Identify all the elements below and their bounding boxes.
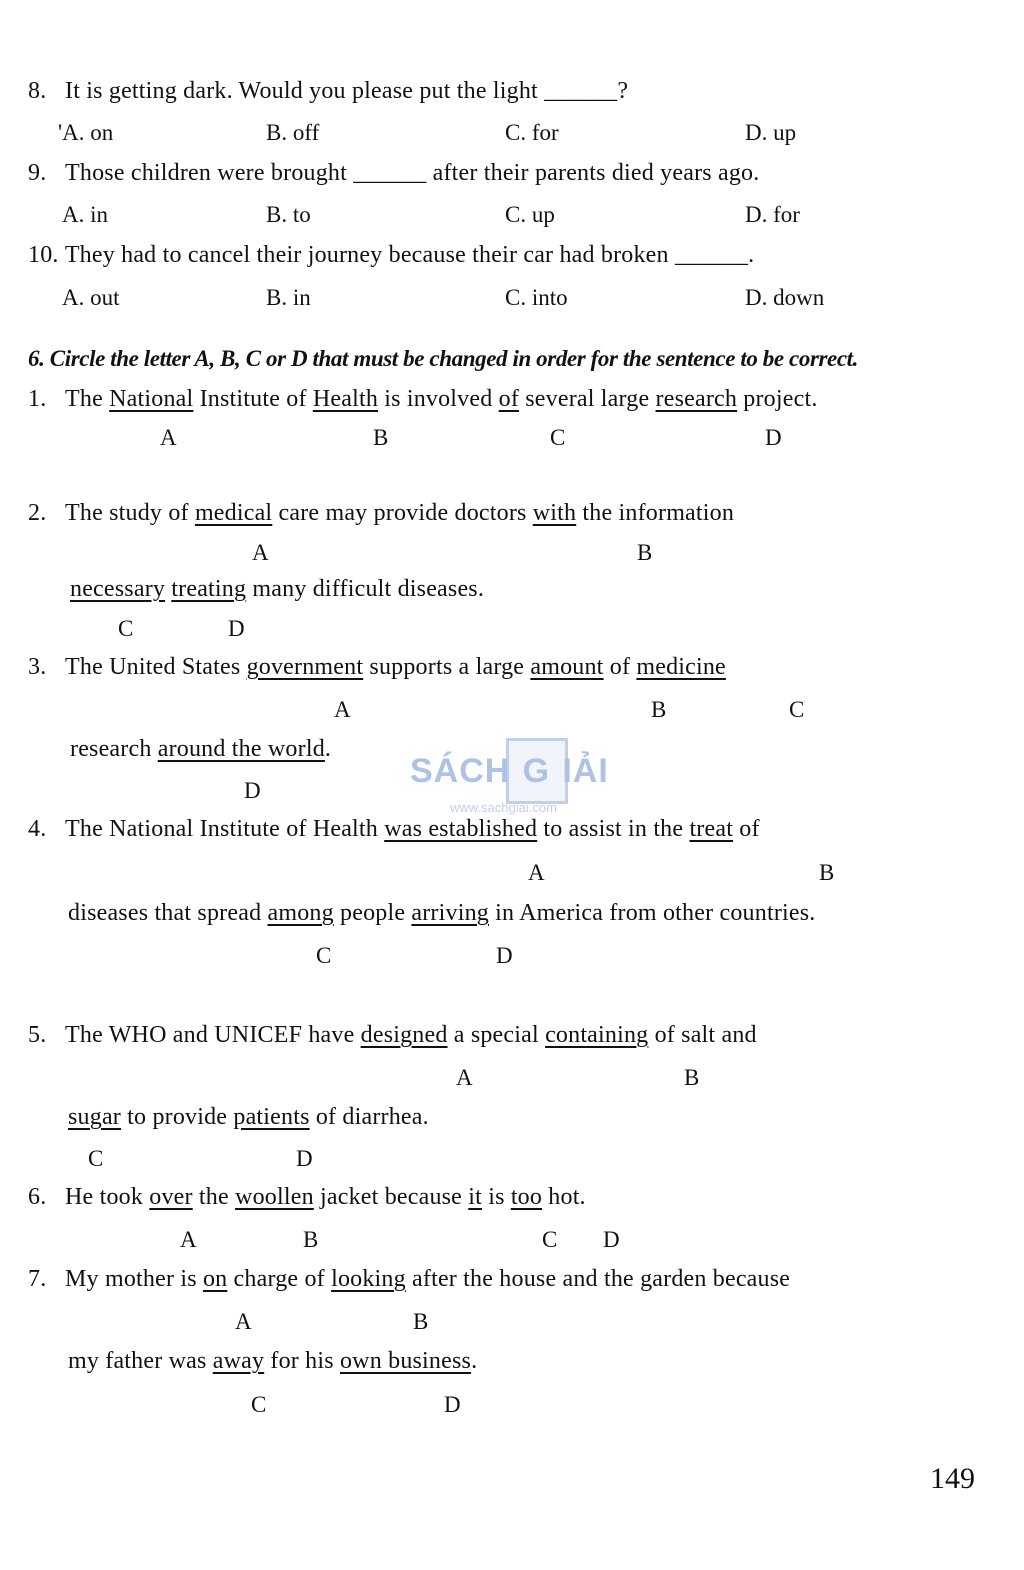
label-d: D [765, 425, 782, 450]
sentence-text: He took [65, 1184, 150, 1210]
label-b: B [637, 540, 653, 565]
sentence-text: is [482, 1184, 511, 1210]
label-c: C [542, 1227, 558, 1252]
watermark-text: SÁCH G IẢI [410, 752, 609, 790]
question-text: after their parents died years ago. [426, 160, 760, 186]
option-d: D. down [745, 285, 825, 310]
label-c: C [316, 943, 332, 968]
option-d: D. for [745, 202, 800, 227]
sentence-text: the [192, 1184, 236, 1210]
sentence-text: many difficult diseases. [246, 576, 485, 602]
label-d: D [444, 1392, 461, 1417]
underlined-part-d: treating [171, 576, 247, 602]
underlined-part-d: arriving [411, 900, 489, 926]
label-a: A [334, 697, 351, 722]
error-question-5-line-2 [68, 1104, 429, 1131]
underlined-part-c: of [498, 386, 520, 412]
sentence-text: jacket because [313, 1184, 469, 1210]
error-question-3 [28, 654, 726, 681]
underlined-part-d: too [510, 1184, 543, 1210]
underlined-part-b: with [532, 500, 577, 526]
sentence-text: for his [264, 1348, 340, 1374]
sentence-text: of [733, 816, 760, 842]
underlined-part-b: Health [312, 386, 379, 412]
question-number: 5. [28, 1022, 47, 1048]
question-number: 9. [28, 160, 47, 186]
underlined-part-d: patients [233, 1104, 310, 1130]
sentence-text: diseases that spread [68, 900, 268, 926]
underlined-part-c: sugar [68, 1104, 121, 1130]
label-a: A [252, 540, 269, 565]
option-c: C. for [505, 120, 559, 145]
sentence-text: supports a large [363, 654, 531, 680]
label-a: A [528, 860, 545, 885]
error-question-4-line-2 [68, 900, 815, 927]
sentence-text: people [333, 900, 412, 926]
sentence-text: several large [519, 386, 656, 412]
underlined-part-a: government [246, 654, 364, 680]
label-b: B [684, 1065, 700, 1090]
sentence-text: of [603, 654, 637, 680]
question-text: . [748, 242, 755, 268]
option-a: A. in [62, 202, 108, 227]
underlined-part-a: medical [194, 500, 273, 526]
error-question-6 [28, 1184, 586, 1211]
sentence-text: to provide [120, 1104, 234, 1130]
error-question-2 [28, 500, 734, 527]
underlined-part-a: National [109, 386, 194, 412]
question-number: 8. [28, 78, 47, 104]
label-b: B [413, 1309, 429, 1334]
label-a: A [456, 1065, 473, 1090]
sentence-text: my father was [68, 1348, 213, 1374]
label-c: C [118, 616, 134, 641]
label-b: B [651, 697, 667, 722]
label-c: C [550, 425, 566, 450]
page-number: 149 [930, 1462, 975, 1495]
sentence-text: The United States [65, 654, 247, 680]
option-b: B. to [266, 202, 311, 227]
label-d: D [603, 1227, 620, 1252]
sentence-text: The National Institute of Health [65, 816, 385, 842]
sentence-text: The WHO and UNICEF have [65, 1022, 361, 1048]
label-c: C [88, 1146, 104, 1171]
error-question-7 [28, 1266, 790, 1293]
underlined-part-a: designed [360, 1022, 448, 1048]
option-b: B. off [266, 120, 320, 145]
underlined-part-c: medicine [636, 654, 726, 680]
underlined-part-b: woollen [235, 1184, 314, 1210]
question-9 [28, 160, 759, 187]
question-number: 1. [28, 386, 47, 412]
underlined-part-a: over [149, 1184, 193, 1210]
question-number: 3. [28, 654, 47, 680]
sentence-text: care may provide doctors [272, 500, 533, 526]
label-b: B [819, 860, 835, 885]
question-number: 6. [28, 1184, 47, 1210]
sentence-text: My mother is [65, 1266, 203, 1292]
option-c: C. into [505, 285, 568, 310]
sentence-text: of diarrhea. [309, 1104, 429, 1130]
label-b: B [373, 425, 389, 450]
sentence-text: The [65, 386, 110, 412]
label-a: A [235, 1309, 252, 1334]
question-text: Those children were brought [65, 160, 354, 186]
underlined-part-a: on [202, 1266, 228, 1292]
section-heading: 6. Circle the letter A, B, C or D that must be changed in order for the sentence to be correct. [28, 346, 859, 371]
underlined-part-b: treat [689, 816, 734, 842]
label-d: D [496, 943, 513, 968]
option-c: C. up [505, 202, 555, 227]
underlined-part-b: containing [545, 1022, 649, 1048]
label-a: A [180, 1227, 197, 1252]
sentence-text: is involved [378, 386, 499, 412]
sentence-text: research [70, 736, 158, 762]
question-number: 2. [28, 500, 47, 526]
question-8 [28, 78, 628, 105]
label-c: C [251, 1392, 267, 1417]
question-text: It is getting dark. Would you please put the light [65, 78, 545, 104]
sentence-text: to assist in the [537, 816, 690, 842]
option-d: D. up [745, 120, 797, 145]
watermark-logo [410, 738, 620, 815]
answer-blank: ______ [674, 242, 749, 268]
sentence-text: Institute of [193, 386, 313, 412]
question-10 [28, 242, 754, 269]
sentence-text: the information [576, 500, 735, 526]
sentence-text: . [471, 1348, 478, 1374]
answer-blank: ______ [353, 160, 427, 186]
underlined-part-b: looking [331, 1266, 406, 1292]
question-number: 4. [28, 816, 47, 842]
sentence-text: . [324, 736, 332, 762]
underlined-part-c: necessary [70, 576, 166, 602]
label-d: D [244, 778, 261, 803]
underlined-part-d: research [655, 386, 738, 412]
sentence-text: in America from other countries. [488, 900, 816, 926]
error-question-1 [28, 386, 818, 413]
answer-blank: ______ [544, 78, 618, 104]
sentence-text: The study of [65, 500, 195, 526]
error-question-5 [28, 1022, 757, 1049]
underlined-part-a: was established [384, 816, 538, 842]
error-question-3-line-2 [70, 736, 331, 763]
label-d: D [296, 1146, 313, 1171]
sentence-text: project. [737, 386, 818, 412]
question-number: 10. [28, 242, 59, 268]
option-a: 'A. on [58, 120, 114, 145]
underlined-part-d: own business [339, 1348, 472, 1374]
underlined-part-c: it [468, 1184, 482, 1210]
question-text: ? [617, 78, 629, 104]
sentence-text: after the house and the garden because [405, 1266, 791, 1292]
underlined-part-c: away [212, 1348, 265, 1374]
label-d: D [228, 616, 245, 641]
sentence-text: a special [447, 1022, 546, 1048]
label-a: A [160, 425, 177, 450]
underlined-part-d: around the world [157, 736, 325, 762]
label-c: C [789, 697, 805, 722]
underlined-part-b: amount [530, 654, 604, 680]
error-question-4 [28, 816, 760, 843]
option-a: A. out [62, 285, 120, 310]
error-question-2-line-2 [70, 576, 484, 603]
question-text: They had to cancel their journey because their car had broken [64, 242, 675, 268]
sentence-text: of salt and [648, 1022, 757, 1048]
underlined-part-c: among [267, 900, 334, 926]
error-question-7-line-2 [68, 1348, 477, 1375]
question-number: 7. [28, 1266, 47, 1292]
watermark-url: www.sachgiai.com [450, 800, 557, 815]
sentence-text: hot. [542, 1184, 586, 1210]
label-b: B [303, 1227, 319, 1252]
sentence-text: charge of [227, 1266, 332, 1292]
option-b: B. in [266, 285, 311, 310]
